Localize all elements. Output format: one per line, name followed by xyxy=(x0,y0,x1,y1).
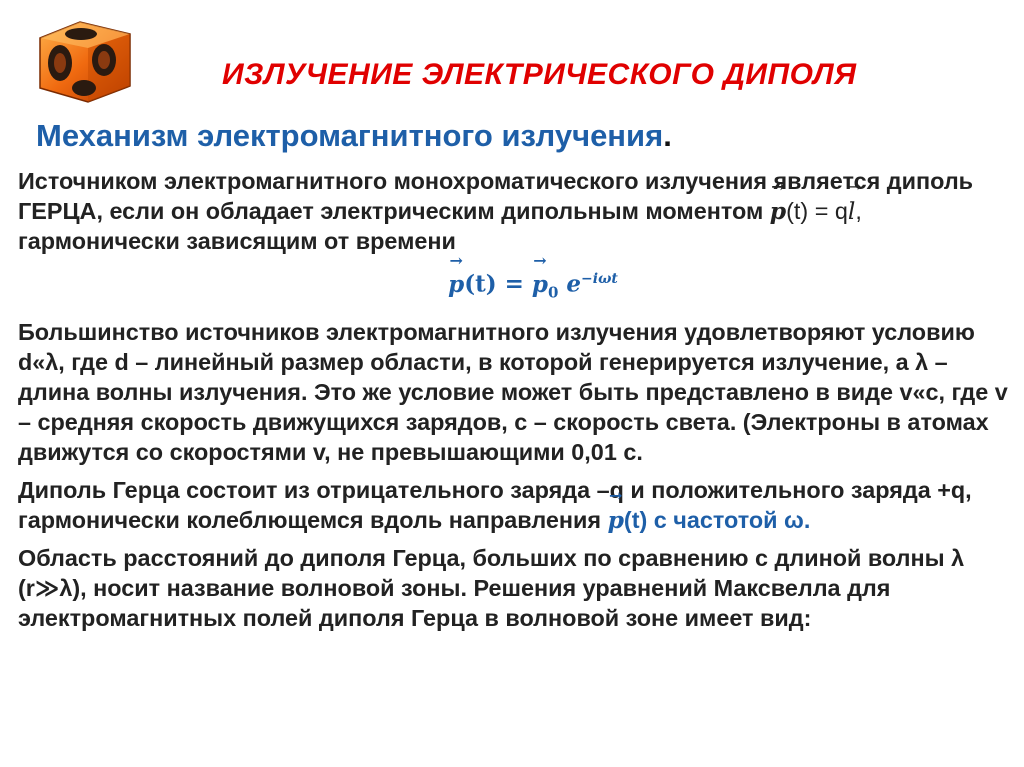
l-vector-symbol: → l xyxy=(848,196,855,226)
paragraph-wave-zone: Область расстояний до диполя Герца, больших по сравнению с длиной волны λ (r≫λ), носит название волновой зоны. Решения уравнений Максвелла для электромагнитных полей диполя Герца в волновой зоне имеет вид: xyxy=(18,545,965,632)
p1-comma: , xyxy=(855,198,862,224)
page-title: ИЗЛУЧЕНИЕ ЭЛЕКТРИЧЕСКОГО ДИПОЛЯ xyxy=(222,58,857,91)
content-body xyxy=(18,166,1008,641)
p3-p-vector-symbol: → p xyxy=(608,505,624,535)
formula-rhs-symbol: → p xyxy=(532,270,548,300)
paragraph-hertz-dipole xyxy=(18,475,1008,535)
dipole-moment-formula xyxy=(18,264,1008,307)
paragraph-dipole-moment xyxy=(18,166,1008,256)
p1-argument: (t) = q xyxy=(786,198,848,224)
paragraph-condition: Большинство источников электромагнитного излучения удовлетворяют условию d«λ, где d – линейный размер области, в которой генерируется излучение, а λ – длина волны излучения. Это же условие может быть представлено в виде v«c, где v – средняя скорость движущихся зарядов, c – скорость света. (Электроны в атомах движутся со скоростями v, не превышающими 0,01 c. xyxy=(18,319,1008,466)
p1-text-b: гармонически зависящим от времени xyxy=(18,228,456,254)
subtitle-text: Механизм электромагнитного излучения xyxy=(36,118,664,153)
formula-lhs-symbol: → p xyxy=(448,270,464,300)
subtitle-period: . xyxy=(663,118,672,153)
p3-text-b: (t) с частотой ω. xyxy=(623,507,811,534)
p-vector-symbol: → p xyxy=(770,196,786,226)
p3-text-a: Диполь Герца состоит из отрицательного заряда –q и положительного заряда +q, гармонически колеблющемся вдоль направления xyxy=(18,477,972,534)
formula-lhs-arg: (t) = xyxy=(464,270,532,298)
section-subtitle xyxy=(36,118,672,154)
p1-text-a: Источником электромагнитного монохроматического излучения является диполь ГЕРЦА, если он обладает электрическим дипольным моментом xyxy=(18,168,974,224)
logo xyxy=(26,18,142,106)
formula-exponent: −iωt xyxy=(581,271,618,287)
formula-rhs-subscript: 0 xyxy=(547,283,559,302)
formula-exp-base: e xyxy=(558,270,582,298)
